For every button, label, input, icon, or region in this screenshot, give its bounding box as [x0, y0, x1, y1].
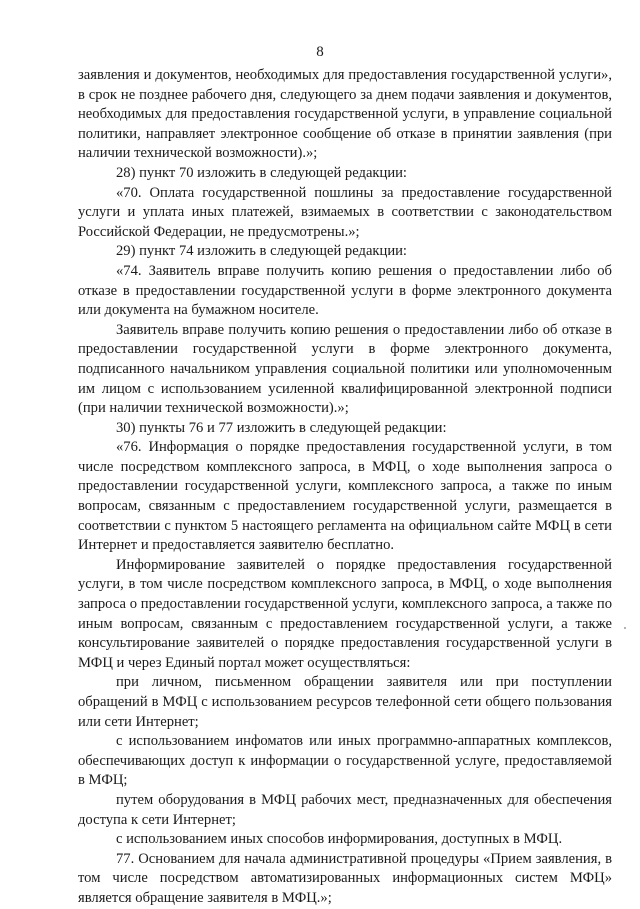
- page-number: 8: [316, 44, 324, 60]
- margin-dot: [624, 627, 626, 629]
- list-item-personal-appeal: при личном, письменном обращении заявителя или при поступлении обращений в МФЦ с использованием ресурсов телефонной сети общего пользования или сети Интернет;: [78, 674, 612, 730]
- document-body: [78, 66, 612, 909]
- paragraph-item-29: 29) пункт 74 изложить в следующей редакции:: [116, 243, 407, 260]
- list-item-infomats: с использованием инфоматов или иных программно-аппаратных комплексов, обеспечивающих доступ к информации о государственной услуге, предоставляемой в МФЦ;: [78, 733, 612, 789]
- paragraph-clause-74-part-2: Заявитель вправе получить копию решения о предоставлении либо об отказе в предоставлении государственной услуги в форме электронного документа, подписанного начальником управления социальной политики или уполномоченным им лицом с использованием усиленной квалифицированной электронной подписи (при наличии технической возможности).»;: [78, 321, 612, 417]
- list-item-other-methods: с использованием иных способов информирования, доступных в МФЦ.: [116, 831, 563, 848]
- paragraph-item-28: 28) пункт 70 изложить в следующей редакции:: [116, 164, 407, 181]
- paragraph-informing: Информирование заявителей о порядке предоставления государственной услуги, в том числе посредством комплексного запроса, в МФЦ, о ходе выполнения запроса о предоставлении государственной услуги, комплексного запроса, а также по иным вопросам, связанным с предоставлением государственной услуги, а также консультирование заявителей о порядке предоставления государственной услуги в МФЦ и через Единый портал может осуществляться:: [78, 556, 612, 671]
- paragraph-continuation: заявления и документов, необходимых для предоставления государственной услуги», в срок не позднее рабочего дня, следующего за днем подачи заявления и документов, необходимых для предоставления государственной услуги, в управление социальной политики, направляет электронное сообщение об отказе в принятии заявления (при наличии технической возможности).»;: [78, 67, 612, 162]
- list-item-workstations: путем оборудования в МФЦ рабочих мест, предназначенных для обеспечения доступа к сети Интернет;: [78, 791, 612, 828]
- paragraph-clause-70: «70. Оплата государственной пошлины за предоставление государственной услуги и уплата иных платежей, взимаемых в соответствии с законодательством Российской Федерации, не предусмотрены.»;: [78, 184, 612, 240]
- paragraph-clause-74: «74. Заявитель вправе получить копию решения о предоставлении либо об отказе в предоставлении государственной услуги в форме электронного документа или документа на бумажном носителе.: [78, 262, 612, 319]
- paragraph-clause-76: «76. Информация о порядке предоставления государственной услуги, в том числе посредством комплексного запроса, в МФЦ, о ходе выполнения запроса о предоставлении государственной услуги, комплексного запроса, а также по иным вопросам, связанным с предоставлением государственной услуги, размещается в соответствии с пунктом 5 настоящего регламента на официальном сайте МФЦ в сети Интернет и предоставляется заявителю бесплатно.: [78, 439, 612, 554]
- paragraph-clause-77: 77. Основанием для начала административной процедуры «Прием заявления, в том числе посредством автоматизированных информационных систем МФЦ» является обращение заявителя в МФЦ.»;: [78, 850, 612, 906]
- paragraph-item-30: 30) пункты 76 и 77 изложить в следующей редакции:: [116, 419, 447, 436]
